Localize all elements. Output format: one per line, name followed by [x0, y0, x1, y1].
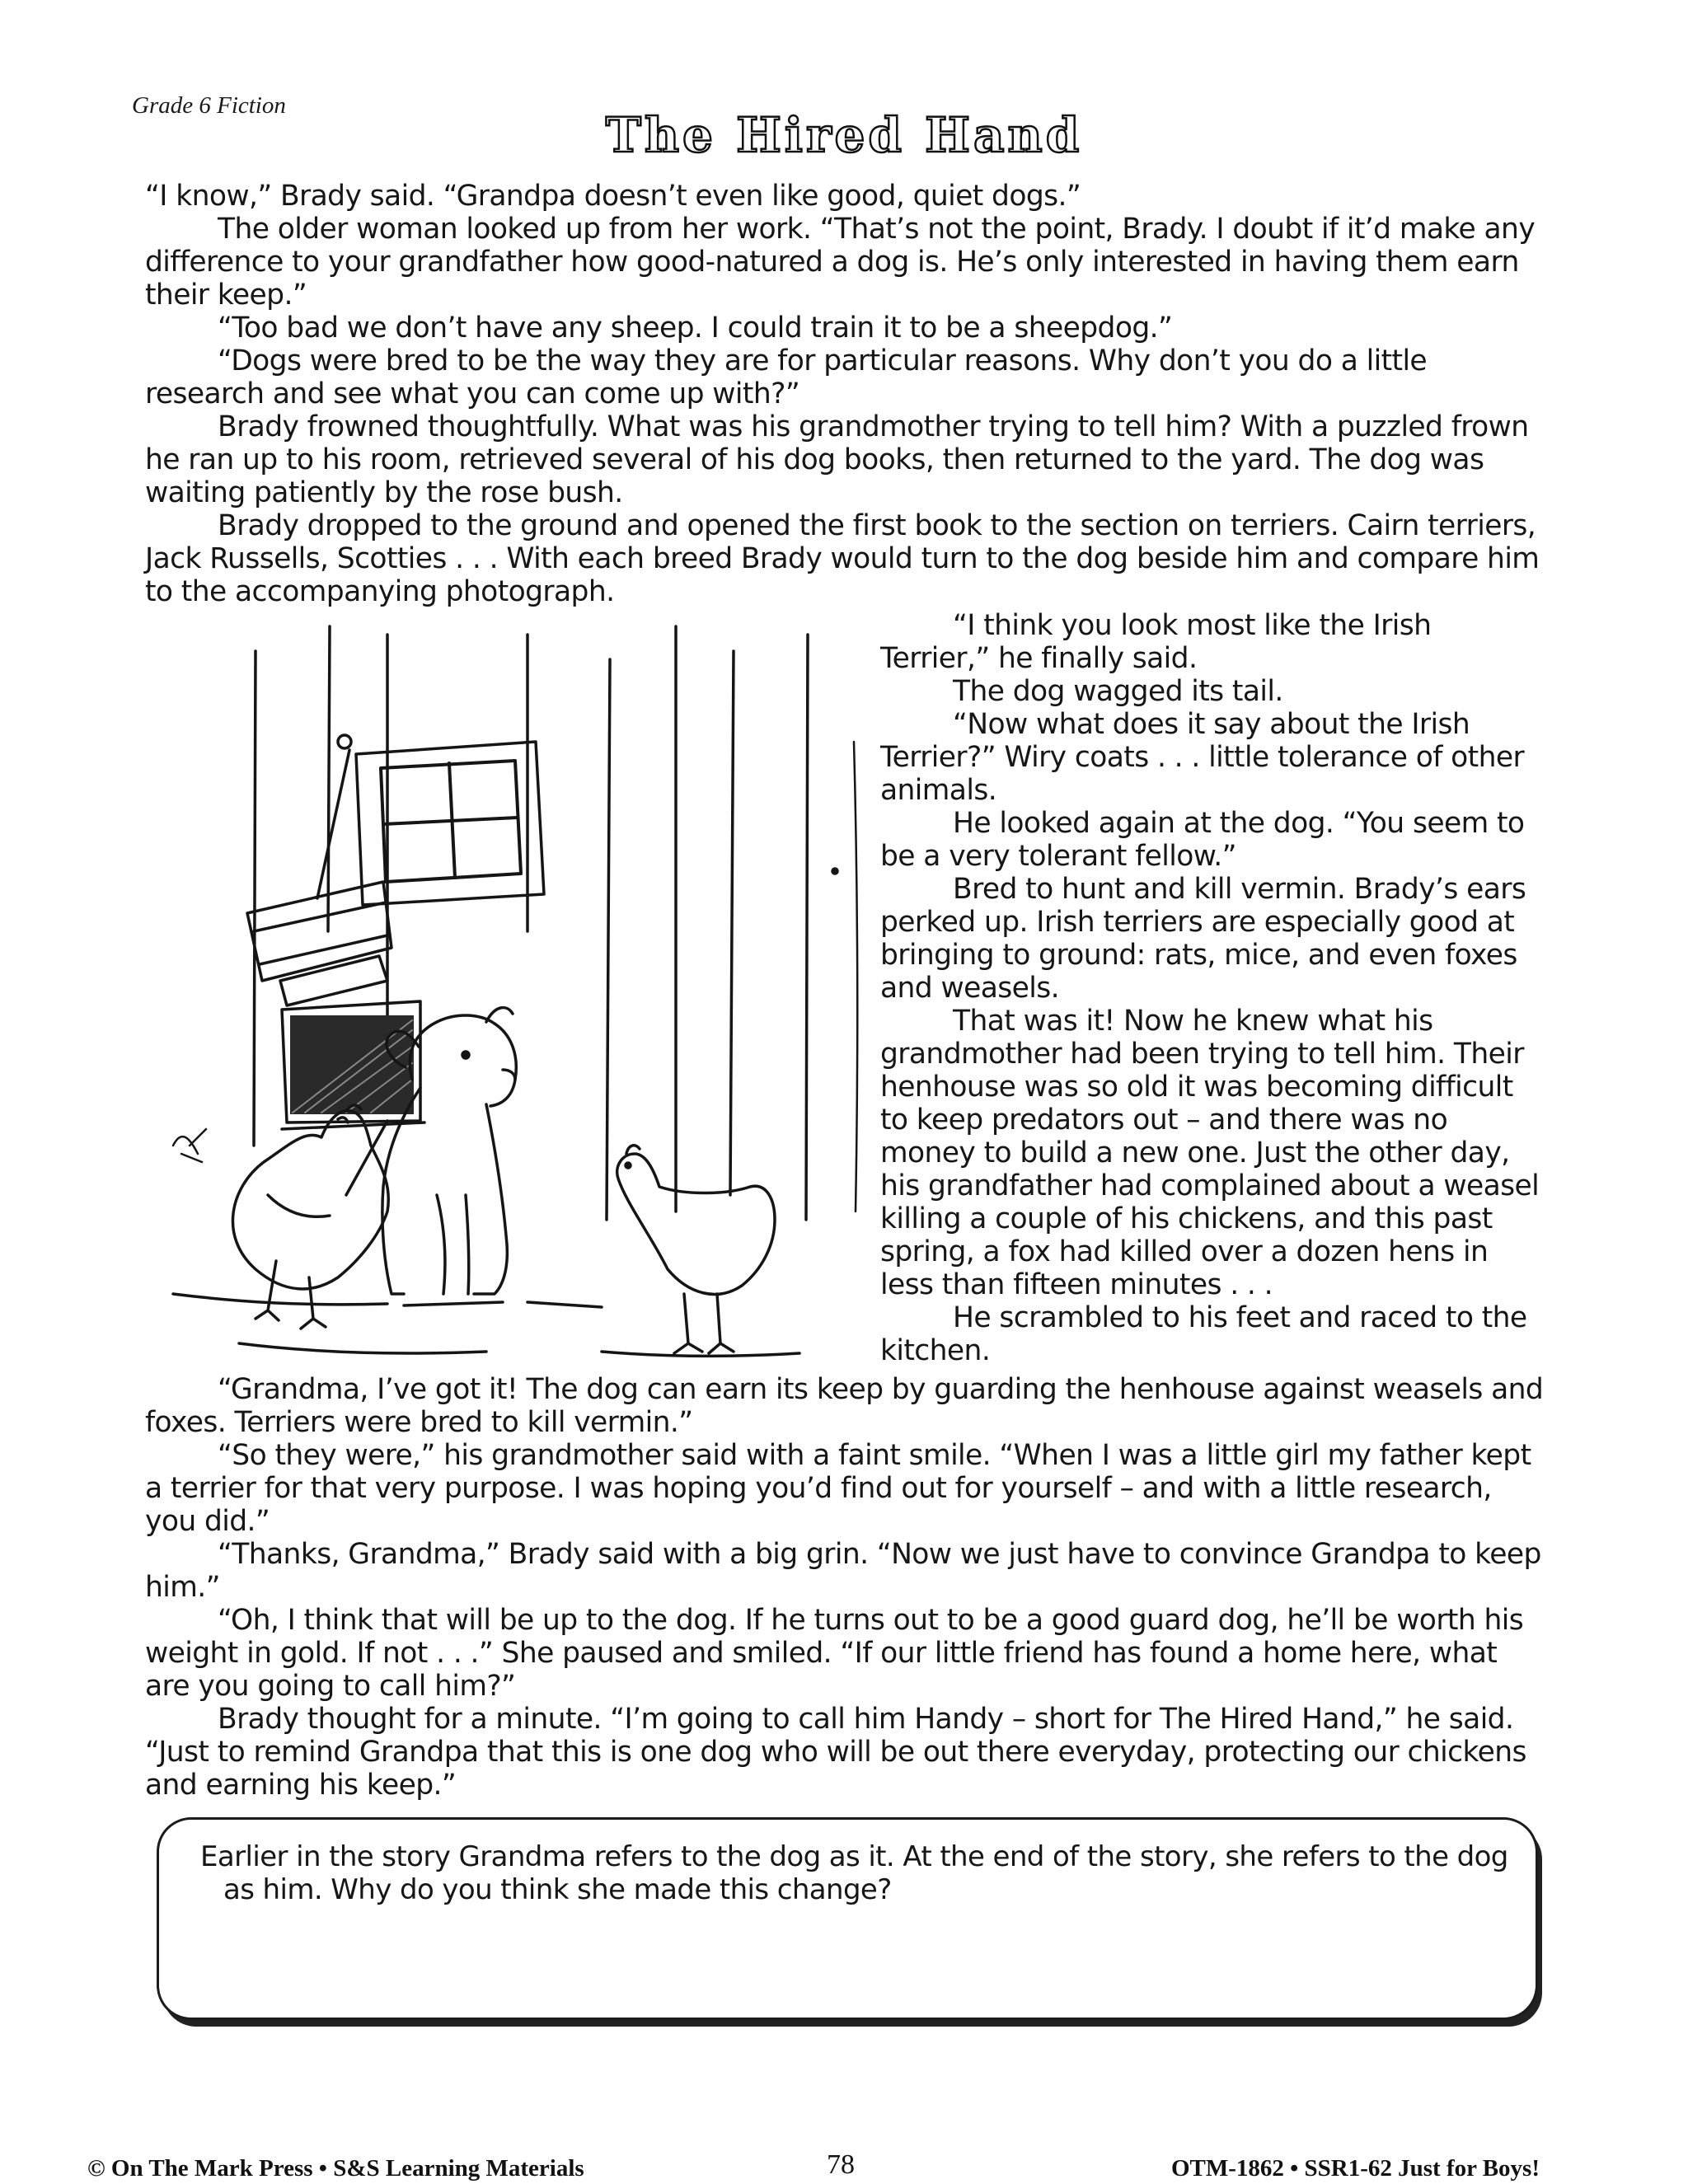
story-side-section: [880, 609, 1548, 1367]
paragraph: He scrambled to his feet and raced to the kitchen.: [880, 1301, 1527, 1367]
paragraph: “So they were,” his grandmother said with a faint smile. “When I was a little girl my father kept a terrier for that very purpose. I was hoping you’d find out for yourself – and with a little research, you did.”: [145, 1439, 1531, 1538]
barn-dog-chickens-illustration: [140, 618, 865, 1393]
footer-product-code: OTM-1862 • SSR1-62 Just for Boys!: [1170, 2155, 1540, 2182]
paragraph: “Thanks, Grandma,” Brady said with a big grin. “Now we just have to convince Grandpa to keep him.”: [145, 1538, 1541, 1604]
page-number: 78: [827, 2149, 855, 2180]
paragraph: “Now what does it say about the Irish Terrier?” Wiry coats . . . little tolerance of other animals.: [880, 708, 1525, 807]
paragraph: “Grandma, I’ve got it! The dog can earn its keep by guarding the henhouse against weasels and foxes. Terriers were bred to kill vermin.”: [145, 1373, 1544, 1439]
paragraph: Brady frowned thoughtfully. What was his grandmother trying to tell him? With a puzzled frown he ran up to his room, retrieved several of his dog books, then returned to the yard. The dog was waiting patiently by the rose bush.: [145, 410, 1529, 509]
paragraph: “Dogs were bred to be the way they are for particular reasons. Why don’t you do a little research and see what you can come up with?”: [145, 344, 1428, 410]
paragraph: He looked again at the dog. “You seem to be a very tolerant fellow.”: [880, 807, 1525, 873]
paragraph: “I think you look most like the Irish Terrier,” he finally said.: [880, 609, 1432, 675]
paragraph: “Too bad we don’t have any sheep. I could train it to be a sheepdog.”: [218, 312, 1173, 344]
paragraph: “I know,” Brady said. “Grandpa doesn’t even like good, quiet dogs.”: [145, 180, 1081, 213]
paragraph: That was it! Now he knew what his grandmother had been trying to tell him. Their henhouse was so old it was becoming difficult to keep predators out – and there was no money to build a new one. Just the other day, his grandfather had complained about a weasel killing a couple of his chickens, and this past spring, a fox had killed over a dozen hens in less than fifteen minutes . . .: [880, 1005, 1540, 1301]
question-box[interactable]: [157, 1817, 1538, 2020]
paragraph: “Oh, I think that will be up to the dog. If he turns out to be a good guard dog, he’ll be worth his weight in gold. If not . . .” She paused and smiled. “If our little friend has found a home here, what are you going to call him?”: [145, 1604, 1524, 1703]
paragraph: The dog wagged its tail.: [953, 675, 1283, 708]
paragraph: Brady thought for a minute. “I’m going to call him Handy – short for The Hired Hand,” he said. “Just to remind Grandpa that this is one dog who will be out there everyday, protecting our chickens and earning his keep.”: [145, 1703, 1526, 1802]
paragraph: The older woman looked up from her work. “That’s not the point, Brady. I doubt if it’d make any difference to your grandfather how good-natured a dog is. He’s only interested in having them earn their keep.”: [145, 213, 1536, 312]
paragraph: Bred to hunt and kill vermin. Brady’s ears perked up. Irish terriers are especially good at bringing to ground: rats, mice, and even foxes and weasels.: [880, 873, 1526, 1005]
grade-label: Grade 6 Fiction: [132, 92, 286, 119]
paragraph: Brady dropped to the ground and opened the first book to the section on terriers. Cairn terriers, Jack Russells, Scotties . . . With each breed Brady would turn to the dog beside him and compare him to the accompanying photograph.: [145, 509, 1540, 608]
story-bottom-section: [145, 1373, 1546, 1802]
story-title: The Hired Hand: [605, 107, 1083, 163]
story-top-section: [145, 180, 1546, 608]
footer-copyright: © On The Mark Press • S&S Learning Materials: [87, 2155, 584, 2182]
question-text: Earlier in the story Grandma refers to the dog as it. At the end of the story, she refers to the dog as him. Why do you think she made this change?: [200, 1840, 1508, 1906]
